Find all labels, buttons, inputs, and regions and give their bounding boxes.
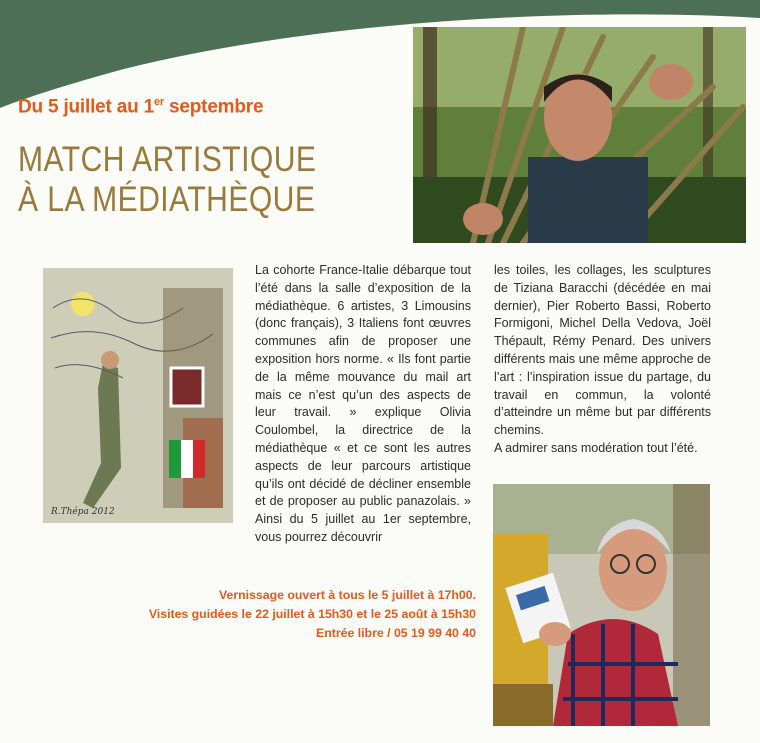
artwork-signature: R.Thépa 2012 (51, 507, 115, 517)
title-line-2: À LA MÉDIATHÈQUE (18, 180, 316, 219)
title-line-1: MATCH ARTISTIQUE (18, 140, 317, 179)
article-column-1: La cohorte France-Italie débarque tout l’été dans la salle d’exposition de la médiathèque. 6 artistes, 3 Limousins (donc français), 3 Italiens font œuvres communes afin de proposer une exposition hors norme. « Ils font partie de la même mouvance du mail art mais ce n’est qu’un des aspects de leur travail. » explique Olivia Coulombel, la directrice de la médiathèque « et ce sont les autres aspects de leur parcours artistique qu’ils ont décidé de décliner ensemble et de proposer au public panazolais. » Ainsi du 5 juillet au 1er septembre, vous pourrez découvrir (255, 263, 471, 544)
event-info (149, 586, 476, 643)
artist-with-mail-photo (493, 484, 710, 726)
article-closing: A admirer sans modération tout l’été. (494, 440, 698, 455)
date-heading: Du 5 juillet au 1er septembre (18, 96, 264, 118)
vernissage-line: Vernissage ouvert à tous le 5 juillet à 17h00. (219, 588, 476, 602)
page-title (18, 140, 316, 220)
article-column-2 (494, 262, 711, 458)
artist-with-branches-photo (413, 27, 746, 243)
guided-visits-line: Visites guidées le 22 juillet à 15h30 et le 25 août à 15h30 (148, 607, 476, 621)
mail-art-painting (43, 268, 233, 523)
article-column-2-text: les toiles, les collages, les sculptures de Tiziana Baracchi (décédée en mai dernier), Pier Roberto Bassi, Roberto Formigoni, Michel Della Vedova, Joël Thépault, Rémy Penard. Des univers différents mais une même approche de l’art : l’inspiration issue du partage, du travail en commun, la volonté d’atteindre un même but par différents chemins. (494, 263, 711, 438)
contact-line: Entrée libre / 05 19 99 40 40 (316, 626, 476, 640)
